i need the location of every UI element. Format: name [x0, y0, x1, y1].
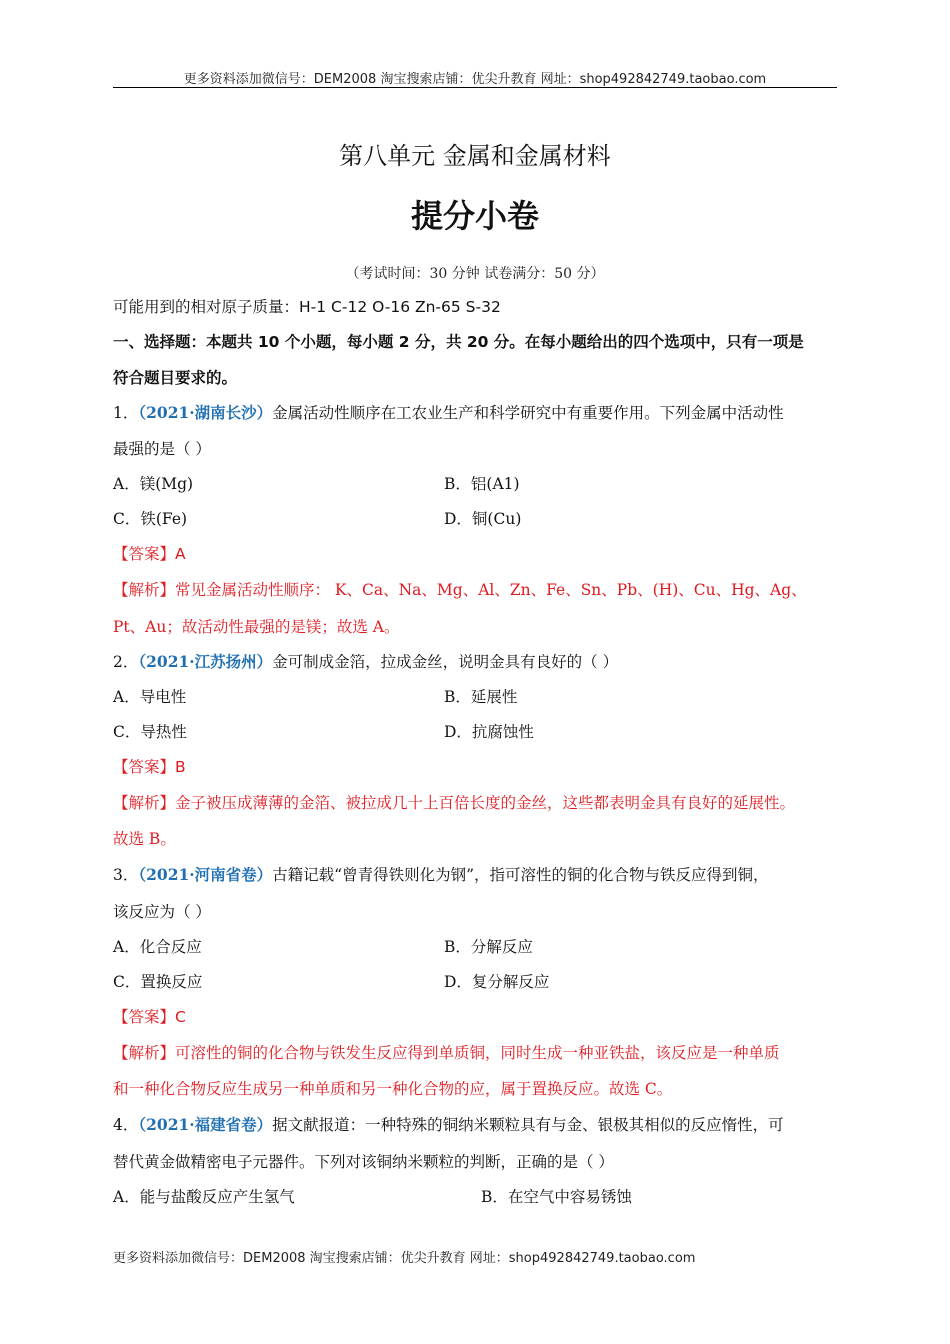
question-source: （2021·福建省卷） [138, 1115, 273, 1134]
question-number: 3． [113, 866, 139, 884]
question-source: （2021·湖南长沙） [138, 403, 273, 422]
question-2-options-row2 [113, 722, 853, 742]
analysis-1-line1: 【解析】常见金属活动性顺序： K、Ca、Na、Mg、Al、Zn、Fe、Sn、Pb、(H)、Cu、Hg、Ag、 [113, 581, 807, 599]
option-a: A．能与盐酸反应产生氢气 [113, 1188, 295, 1206]
answer-2: 【答案】B [113, 758, 186, 776]
atomic-masses: 可能用到的相对原子质量：H-1 C-12 O-16 Zn-65 S-32 [113, 298, 501, 316]
analysis-1-line2: Pt、Au；故活动性最强的是镁；故选 A。 [113, 618, 400, 636]
question-3-line2: 该反应为（ ） [113, 903, 211, 921]
question-source: （2021·河南省卷） [138, 865, 273, 884]
question-1-options-row1 [113, 474, 853, 494]
option-a: A．镁(Mg) [113, 475, 194, 493]
option-d: D．抗腐蚀性 [444, 723, 534, 741]
question-number: 2． [113, 653, 139, 671]
question-2 [113, 652, 853, 672]
option-b: B．在空气中容易锈蚀 [481, 1188, 632, 1206]
question-number: 1． [113, 404, 139, 422]
option-c: C．导热性 [113, 723, 187, 741]
option-d: D．复分解反应 [444, 973, 550, 991]
header-divider [113, 87, 837, 88]
option-c: C．铁(Fe) [113, 510, 188, 528]
question-1-options-row2 [113, 509, 853, 529]
question-1-line2: 最强的是（ ） [113, 440, 211, 458]
analysis-2-line2: 故选 B。 [113, 830, 176, 848]
option-b: B．分解反应 [444, 938, 533, 956]
question-4-options-row1 [113, 1187, 853, 1207]
exam-info: （考试时间：30 分钟 试卷满分：50 分） [345, 266, 605, 282]
analysis-3-line2: 和一种化合物反应生成另一种单质和另一种化合物的应，属于置换反应。故选 C。 [113, 1080, 673, 1098]
answer-1: 【答案】A [113, 545, 186, 563]
question-4-line2: 替代黄金做精密电子元器件。下列对该铜纳米颗粒的判断，正确的是（ ） [113, 1153, 614, 1171]
question-2-options-row1 [113, 687, 853, 707]
section-heading-line2: 符合题目要求的。 [113, 369, 238, 387]
answer-3: 【答案】C [113, 1008, 186, 1026]
option-a: A．导电性 [113, 688, 187, 706]
analysis-2-line1: 【解析】金子被压成薄薄的金箔、被拉成几十上百倍长度的金丝，这些都表明金具有良好的延展性。 [113, 794, 796, 812]
page-footer: 更多资料添加微信号：DEM2008 淘宝搜索店铺：优尖升教育 网址：shop492842749.taobao.com [113, 1251, 696, 1266]
option-c: C．置换反应 [113, 973, 203, 991]
page-header: 更多资料添加微信号：DEM2008 淘宝搜索店铺：优尖升教育 网址：shop492842749.taobao.com [183, 72, 767, 87]
analysis-3-line1: 【解析】可溶性的铜的化合物与铁发生反应得到单质铜，同时生成一种亚铁盐，该反应是一种单质 [113, 1044, 780, 1062]
question-3-options-row2 [113, 972, 853, 992]
section-heading-line1: 一、选择题：本题共 10 个小题，每小题 2 分，共 20 分。在每小题给出的四个选项中，只有一项是 [113, 333, 804, 351]
question-3 [113, 865, 853, 885]
question-number: 4． [113, 1116, 139, 1134]
option-b: B．铝(A1) [444, 475, 520, 493]
question-1 [113, 403, 853, 423]
question-text: 古籍记载“曾青得铁则化为钢”，指可溶性的铜的化合物与铁反应得到铜， [272, 866, 769, 884]
option-a: A．化合反应 [113, 938, 202, 956]
question-text: 据文献报道：一种特殊的铜纳米颗粒具有与金、银极其相似的反应惰性，可 [272, 1116, 784, 1134]
question-text: 金属活动性顺序在工农业生产和科学研究中有重要作用。下列金属中活动性 [272, 404, 784, 422]
option-b: B．延展性 [444, 688, 518, 706]
unit-title: 第八单元 金属和金属材料 [339, 142, 611, 170]
main-title: 提分小卷 [410, 197, 539, 235]
question-3-options-row1 [113, 937, 853, 957]
question-text: 金可制成金箔，拉成金丝，说明金具有良好的（ ） [272, 653, 619, 671]
question-source: （2021·江苏扬州） [138, 652, 273, 671]
question-4 [113, 1115, 853, 1135]
option-d: D．铜(Cu) [444, 510, 522, 528]
